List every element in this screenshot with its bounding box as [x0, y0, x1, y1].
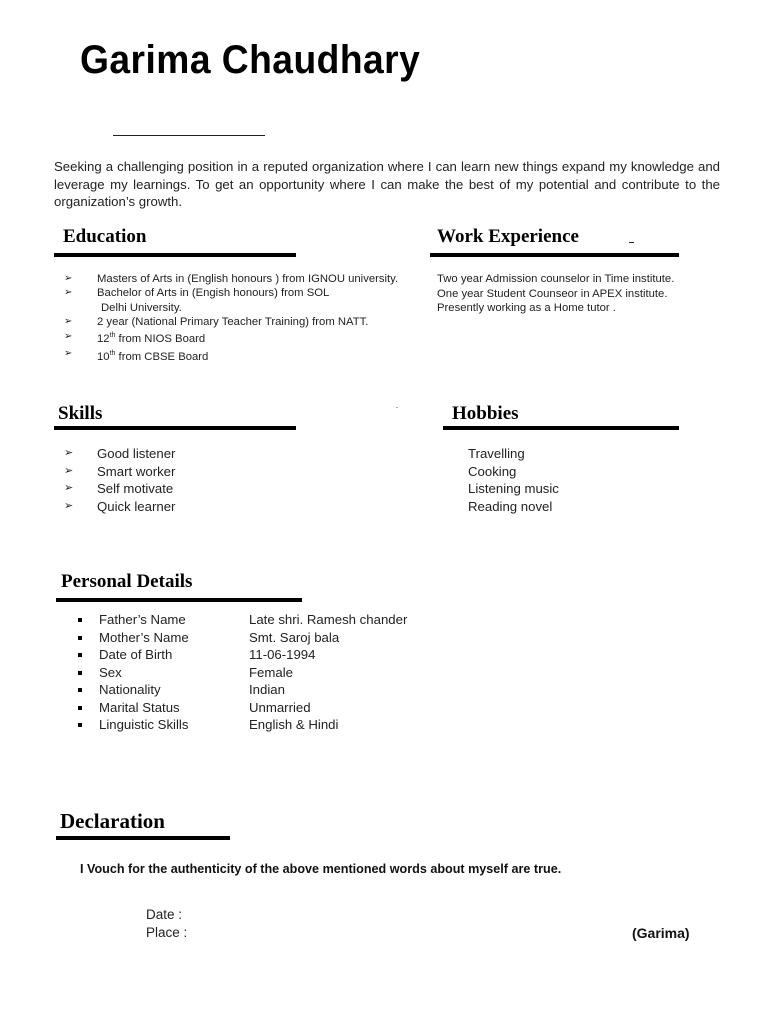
arrow-bullet-icon: ➢ [64, 464, 74, 477]
list-item: Travelling [468, 446, 525, 461]
declaration-text: I Vouch for the authenticity of the above mentioned words about myself are true. [80, 862, 562, 876]
hobbies-rule [443, 426, 679, 430]
field-label: Nationality [99, 682, 161, 697]
field-label: Mother’s Name [99, 629, 189, 645]
work-experience-list [437, 272, 674, 316]
arrow-bullet-icon: ➢ [64, 316, 73, 328]
place-label: Place : [146, 925, 188, 940]
field-label: Marital Status [99, 699, 180, 715]
arrow-bullet-icon: ➢ [64, 287, 73, 299]
list-item-continuation: Delhi University. [101, 301, 182, 314]
hobbies-list [468, 445, 559, 515]
stray-mark [396, 407, 398, 408]
list-item: ➢ Smart worker [64, 463, 176, 479]
list-item: Listening music [468, 481, 559, 496]
square-bullet-icon [78, 706, 82, 710]
declaration-heading: Declaration [60, 809, 165, 833]
field-value: English & Hindi [249, 717, 339, 732]
hobbies-heading: Hobbies [452, 403, 519, 424]
stray-mark [629, 242, 634, 243]
list-item: ➢ 10th from CBSE Board [64, 347, 209, 363]
list-item: Presently working as a Home tutor . [437, 302, 616, 314]
field-label: Date of Birth [99, 647, 173, 662]
list-item: Two year Admission counselor in Time institute. [437, 273, 675, 285]
arrow-bullet-icon: ➢ [64, 447, 74, 459]
square-bullet-icon [78, 723, 82, 727]
field-value: Female [249, 664, 293, 680]
declaration-rule [56, 836, 230, 840]
field-label: Linguistic Skills [99, 717, 189, 732]
list-item: ➢ 12th from NIOS Board [64, 330, 206, 346]
list-item: ➢ Self motivate [64, 481, 174, 496]
personal-details-heading: Personal Details [61, 571, 193, 592]
list-item: Cooking [468, 463, 517, 479]
field-value: 11-06-1994 [249, 647, 316, 662]
square-bullet-icon [78, 688, 82, 692]
personal-details-rule [56, 598, 302, 602]
work-experience-rule [430, 253, 679, 257]
arrow-bullet-icon: ➢ [64, 347, 73, 359]
candidate-name: Garima Chaudhary [80, 38, 421, 82]
field-label: Father’s Name [99, 612, 186, 627]
career-objective: Seeking a challenging position in a reputed organization where I can learn new things expand my knowledge and leverage my learnings. To get an opportunity where I can make the best of my potential and contribute to the organization’s growth. [54, 159, 720, 209]
date-label: Date : [146, 907, 183, 922]
list-item: ➢ 2 year (National Primary Teacher Training) from NATT. [64, 316, 369, 329]
work-experience-heading: Work Experience [437, 226, 579, 247]
square-bullet-icon [78, 653, 82, 657]
arrow-bullet-icon: ➢ [64, 273, 73, 284]
field-value: Unmarried [249, 699, 311, 715]
arrow-bullet-icon: ➢ [64, 330, 73, 342]
skills-heading: Skills [58, 403, 103, 424]
list-item: ➢ Bachelor of Arts in (Engish honours) from SOL [64, 287, 330, 300]
education-rule [54, 253, 296, 257]
field-value: Smt. Saroj bala [249, 629, 340, 645]
list-item: One year Student Counseor in APEX institute. [437, 287, 668, 300]
skills-list [64, 445, 175, 515]
square-bullet-icon [78, 636, 82, 640]
list-item: Reading novel [468, 498, 553, 514]
arrow-bullet-icon: ➢ [64, 482, 74, 494]
list-item: ➢ Quick learner [64, 498, 176, 514]
education-list [64, 272, 398, 364]
field-value: Indian [249, 682, 285, 697]
arrow-bullet-icon: ➢ [64, 499, 74, 512]
signature: (Garima) [632, 925, 690, 941]
square-bullet-icon [78, 618, 82, 622]
education-heading: Education [63, 226, 147, 247]
list-item: ➢ Good listener [64, 446, 176, 461]
field-value: Late shri. Ramesh chander [249, 612, 408, 627]
skills-rule [54, 426, 296, 430]
square-bullet-icon [78, 671, 82, 675]
list-item: ➢ Masters of Arts in (English honours ) from IGNOU university. [64, 273, 399, 285]
name-underline [113, 135, 265, 136]
field-label: Sex [99, 664, 122, 680]
